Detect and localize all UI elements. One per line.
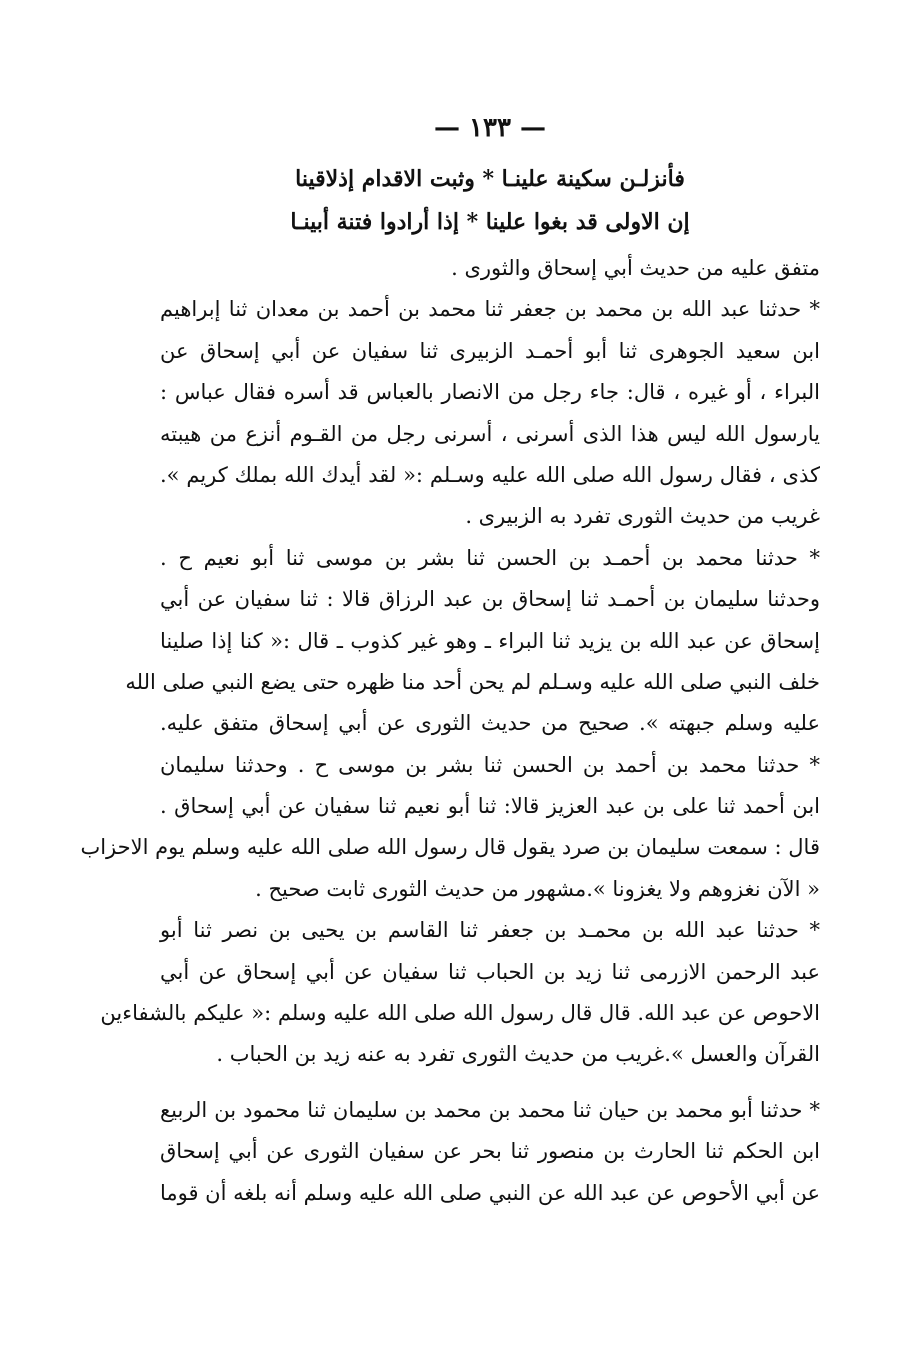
text-line: عبد الرحمن الازرمى ثنا زيد بن الحباب ثنا سفيان عن أبي إسحاق عن أبي: [160, 959, 820, 984]
verse-line: فأنزلـن سكينة علينـا * وثبت الاقدام إذلاقينا: [295, 166, 685, 192]
text-line: عليه وسلم جبهته ». صحيح من حديث الثورى عن أبي إسحاق متفق عليه.: [160, 711, 820, 736]
text-line: عن أبي الأحوص عن عبد الله عن النبي صلى الله عليه وسلم أنه بلغه أن قوما: [159, 1180, 820, 1205]
text-line: البراء ، أو غيره ، قال: جاء رجل من الانصار بالعباس قد أسره فقال عباس :: [160, 380, 820, 405]
page-number: — ١٣٣ —: [433, 113, 547, 143]
poem-verses: [160, 158, 820, 244]
text-line: الاحوص عن عبد الله. قال قال رسول الله صلى الله عليه وسلم :« عليكم بالشفاءين: [100, 1001, 820, 1026]
text-line: * حدثنا محمد بن أحمـد بن الحسن ثنا بشر بن موسى ثنا أبو نعيم ح .: [160, 545, 820, 570]
body-text: [80, 248, 820, 1214]
text-line: قال : سمعت سليمان بن صرد يقول قال رسول الله صلى الله عليه وسلم يوم الاحزاب: [80, 835, 820, 860]
text-line: ابن الحكم ثنا الحارث بن منصور ثنا بحر عن سفيان الثورى عن أبي إسحاق: [160, 1139, 820, 1164]
text-line: متفق عليه من حديث أبي إسحاق والثورى .: [451, 256, 820, 280]
text-line: يارسول الله ليس هذا الذى أسرنى ، أسرنى رجل من القـوم أنزع من هيبته: [160, 421, 820, 446]
text-line: * حدثنا عبد الله بن محمـد بن جعفر ثنا القاسم بن يحيى بن نصر ثنا أبو: [160, 918, 820, 943]
text-line: ابن أحمد ثنا على بن عبد العزيز قالا: ثنا أبو نعيم ثنا سفيان عن أبي إسحاق .: [160, 794, 820, 819]
text-line: * حدثنا أبو محمد بن حيان ثنا محمد بن محمد بن سليمان ثنا محمود بن الربيع: [160, 1097, 820, 1122]
text-line: القرآن والعسل ».غريب من حديث الثورى تفرد به عنه زيد بن الحباب .: [216, 1042, 820, 1067]
verse-line: إن الاولى قد بغوا علينا * إذا أرادوا فتنة أبينـا: [290, 209, 690, 235]
text-line: وحدثنا سليمان بن أحمـد ثنا إسحاق بن عبد الرزاق قالا : ثنا سفيان عن أبي: [160, 587, 820, 612]
text-line: * حدثنا عبد الله بن محمد بن جعفر ثنا محمد بن أحمد بن معدان ثنا إبراهيم: [160, 297, 820, 322]
text-line: إسحاق عن عبد الله بن يزيد ثنا البراء ـ وهو غير كذوب ـ قال :« كنا إذا صلينا: [160, 628, 820, 653]
text-line: خلف النبي صلى الله عليه وسـلم لم يحن أحد منا ظهره حتى يضع النبي صلى الله: [125, 669, 820, 694]
text-line: ابن سعيد الجوهرى ثنا أبو أحمـد الزبيرى ثنا سفيان عن أبي إسحاق عن: [160, 338, 820, 363]
text-line: غريب من حديث الثورى تفرد به الزبيرى .: [465, 504, 820, 529]
text-line: كذى ، فقال رسول الله صلى الله عليه وسـلم :« لقد أيدك الله بملك كريم ».: [160, 462, 820, 487]
text-line: « الآن نغزوهم ولا يغزونا ».مشهور من حديث الثورى ثابت صحيح .: [255, 876, 820, 901]
text-line: * حدثنا محمد بن أحمد بن الحسن ثنا بشر بن موسى ح . وحدثنا سليمان: [160, 752, 820, 777]
